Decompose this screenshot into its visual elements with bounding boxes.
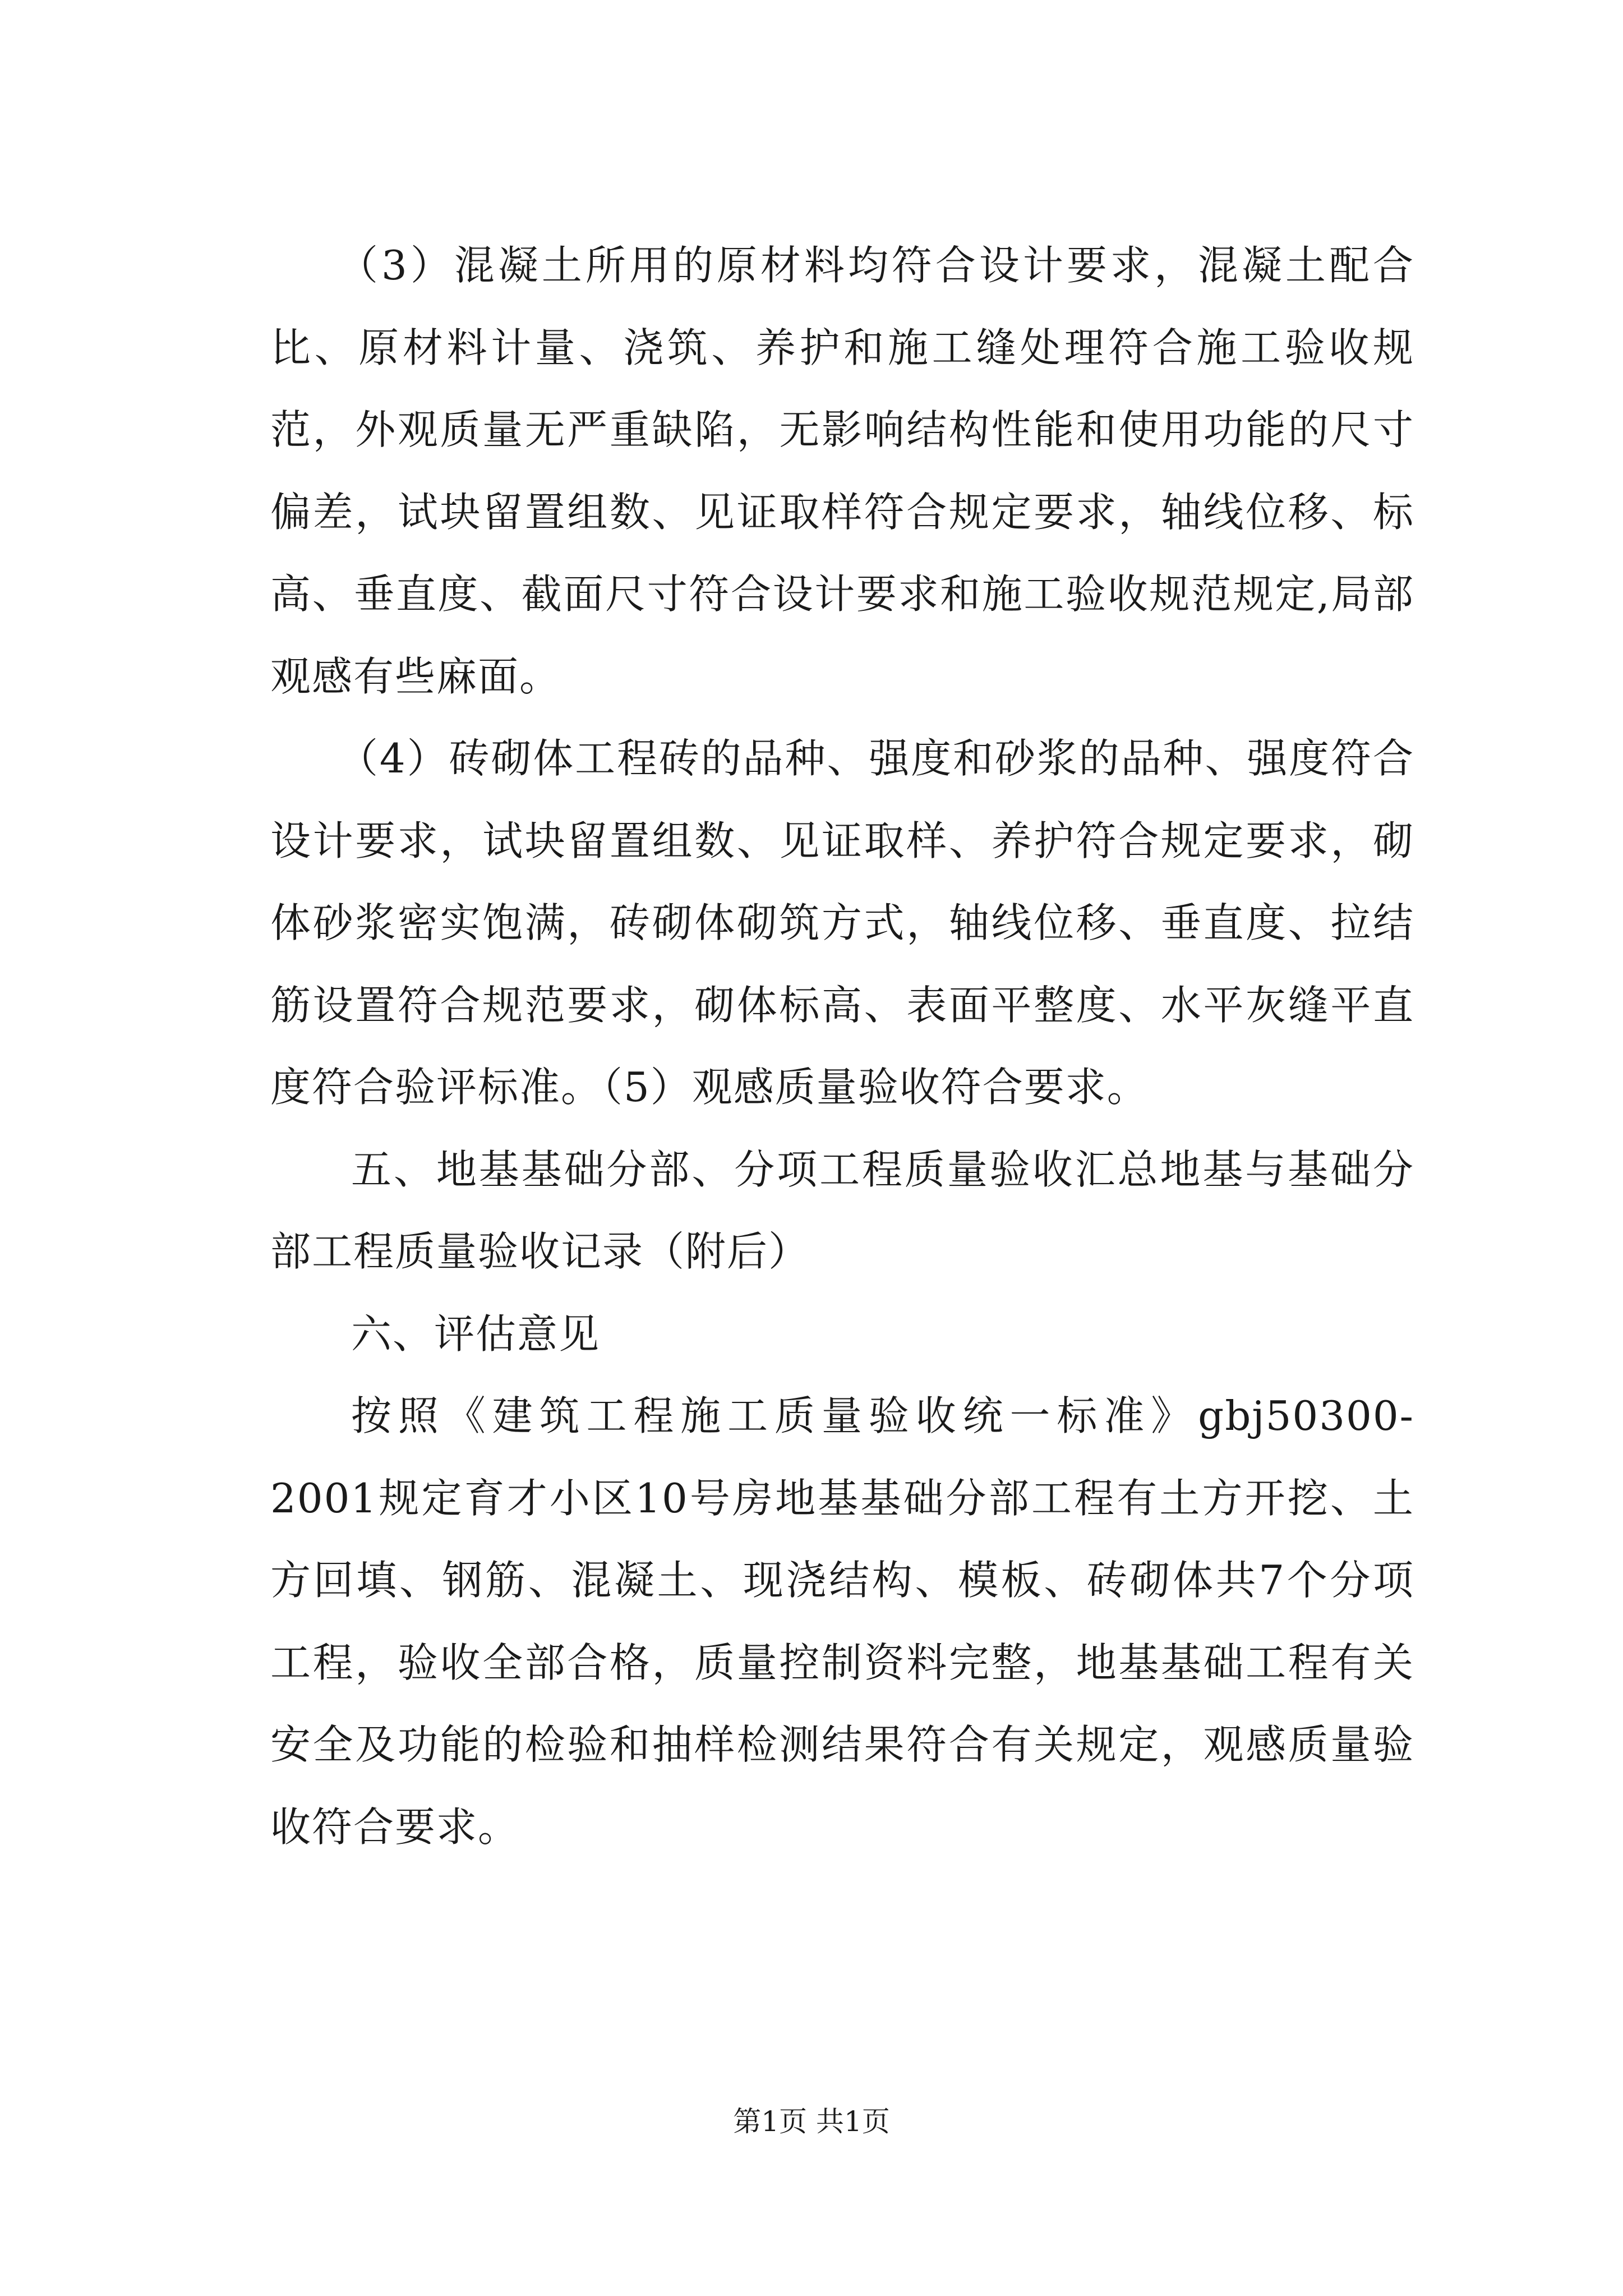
page-footer: 第1页 共1页 (733, 2105, 890, 2138)
paragraph-section-six-heading: 六、评估意见 (351, 1310, 601, 1358)
paragraph-masonry: （4）砖砌体工程砖的品种、强度和砂浆的品种、强度符合设计要求，试块留置组数、见证取样、养护符合规定要求，砌体砂浆密实饱满，砖砌体砌筑方式，轴线位移、垂直度、拉结筋设置符合规范要求，砌体标高、表面平整度、水平灰缝平直度符合验评标准。（5）观感质量验收符合要求。 (270, 735, 1414, 1111)
paragraph-section-five: 五、地基基础分部、分项工程质量验收汇总地基与基础分部工程质量验收记录（附后） (270, 1145, 1414, 1275)
paragraph-evaluation: 按照《建筑工程施工质量验收统一标准》gbj50300-2001规定育才小区10号房地基基础分部工程有土方开挖、土方回填、钢筋、混凝土、现浇结构、模板、砖砌体共7个分项工程，验收全部合格，质量控制资料完整，地基基础工程有关安全及功能的检验和抽样检测结果符合有关规定，观感质量验收符合要求。 (270, 1392, 1414, 1851)
paragraph-concrete: （3）混凝土所用的原材料均符合设计要求，混凝土配合比、原材料计量、浇筑、养护和施工缝处理符合施工验收规范，外观质量无严重缺陷，无影响结构性能和使用功能的尺寸偏差，试块留置组数、见证取样符合规定要求，轴线位移、标高、垂直度、截面尺寸符合设计要求和施工验收规范规定,局部观感有些麻面。 (270, 242, 1414, 700)
document-body (270, 224, 1414, 1868)
